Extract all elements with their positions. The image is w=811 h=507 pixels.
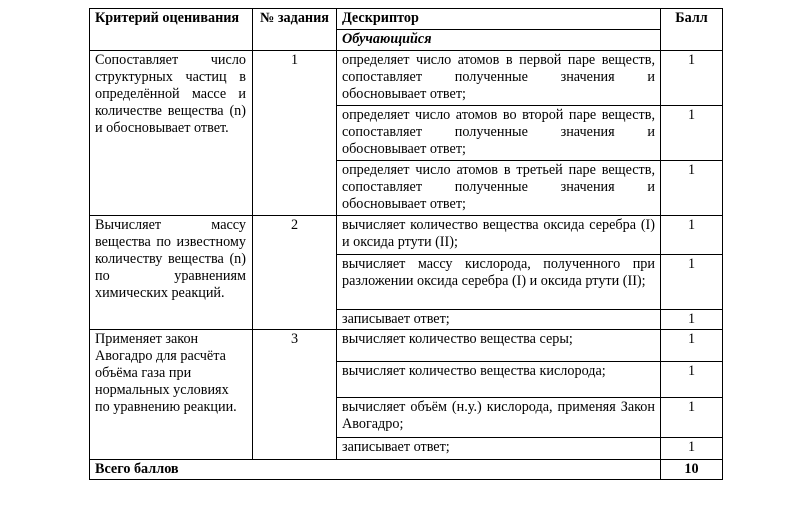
score-1-3: 1 bbox=[661, 161, 723, 216]
descriptor-3-4: записывает ответ; bbox=[337, 438, 661, 460]
task-number-1: 1 bbox=[253, 51, 337, 216]
descriptor-1-3: определяет число атомов в третьей паре веществ, сопоставляет полученные значения и обосновывает ответ; bbox=[337, 161, 661, 216]
score-2-2: 1 bbox=[661, 255, 723, 310]
score-3-4: 1 bbox=[661, 438, 723, 460]
criterion-3: Применяет закон Авогадро для расчёта объёма газа при нормальных условиях по уравнению реакции. bbox=[90, 330, 253, 460]
header-descriptor: Дескриптор bbox=[337, 9, 661, 30]
score-3-1: 1 bbox=[661, 330, 723, 362]
descriptor-2-2: вычисляет массу кислорода, полученного при разложении оксида серебра (I) и оксида ртути (II); bbox=[337, 255, 661, 310]
criterion-1: Сопоставляет число структурных частиц в определённой массе и количестве вещества (n) и обосновывает ответ. bbox=[90, 51, 253, 216]
task-number-2: 2 bbox=[253, 216, 337, 330]
header-task-no: № задания bbox=[253, 9, 337, 51]
total-value: 10 bbox=[661, 460, 723, 480]
header-criterion: Критерий оценивания bbox=[90, 9, 253, 51]
score-1-2: 1 bbox=[661, 106, 723, 161]
criterion-2: Вычисляет массу вещества по известному количеству вещества (n) по уравнениям химических реакций. bbox=[90, 216, 253, 330]
total-label: Всего баллов bbox=[90, 460, 661, 480]
descriptor-3-1: вычисляет количество вещества серы; bbox=[337, 330, 661, 362]
descriptor-1-2: определяет число атомов во второй паре веществ, сопоставляет полученные значения и обосновывает ответ; bbox=[337, 106, 661, 161]
score-3-2: 1 bbox=[661, 362, 723, 398]
header-learner: Обучающийся bbox=[337, 30, 661, 51]
descriptor-3-2: вычисляет количество вещества кислорода; bbox=[337, 362, 661, 398]
descriptor-3-3: вычисляет объём (н.у.) кислорода, применяя Закон Авогадро; bbox=[337, 398, 661, 438]
task-number-3: 3 bbox=[253, 330, 337, 460]
score-1-1: 1 bbox=[661, 51, 723, 106]
score-3-3: 1 bbox=[661, 398, 723, 438]
descriptor-1-1: определяет число атомов в первой паре веществ, сопоставляет полученные значения и обосновывает ответ; bbox=[337, 51, 661, 106]
assessment-table bbox=[89, 8, 723, 480]
header-score: Балл bbox=[661, 9, 723, 51]
descriptor-2-1: вычисляет количество вещества оксида серебра (I) и оксида ртути (II); bbox=[337, 216, 661, 255]
score-2-1: 1 bbox=[661, 216, 723, 255]
descriptor-2-3: записывает ответ; bbox=[337, 310, 661, 330]
score-2-3: 1 bbox=[661, 310, 723, 330]
